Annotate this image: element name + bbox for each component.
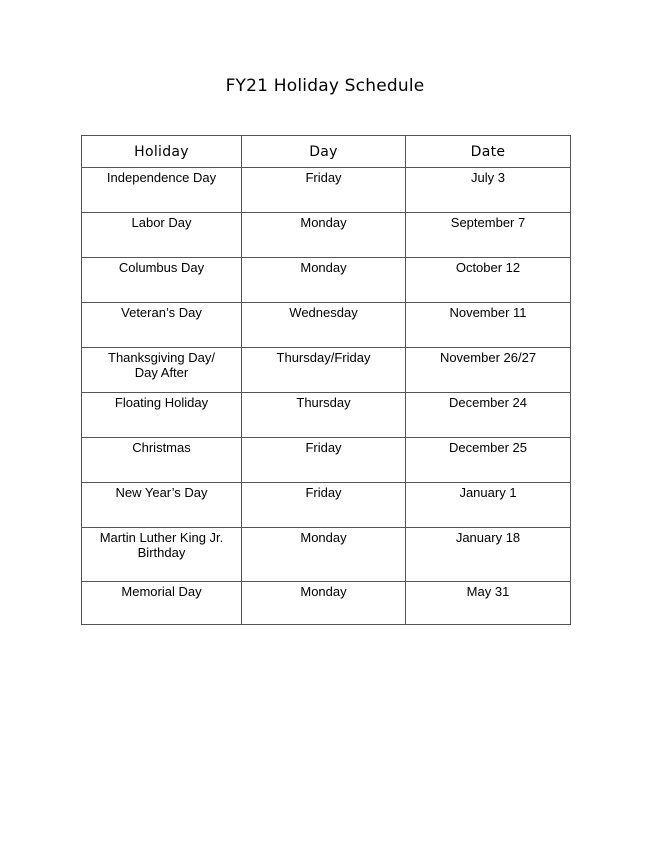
date-cell: September 7 <box>406 213 571 258</box>
column-header-date: Date <box>406 136 571 168</box>
holiday-cell: Columbus Day <box>82 258 242 303</box>
date-cell: November 11 <box>406 303 571 348</box>
column-header-holiday: Holiday <box>82 136 242 168</box>
day-cell: Thursday <box>242 393 406 438</box>
holiday-cell: Labor Day <box>82 213 242 258</box>
holiday-line: Thanksgiving Day/ <box>108 350 215 365</box>
holiday-line: Day After <box>134 365 189 380</box>
table-row <box>82 582 571 625</box>
holiday-cell <box>82 348 242 393</box>
table-row <box>82 303 571 348</box>
holiday-cell <box>82 528 242 582</box>
holiday-cell: Christmas <box>82 438 242 483</box>
holiday-line: Martin Luther King Jr. <box>99 530 224 545</box>
table-row <box>82 438 571 483</box>
date-cell: November 26/27 <box>406 348 571 393</box>
date-cell: January 18 <box>406 528 571 582</box>
holiday-cell: Veteran’s Day <box>82 303 242 348</box>
page-title: FY21 Holiday Schedule <box>225 76 425 96</box>
table-row <box>82 213 571 258</box>
holiday-cell: Memorial Day <box>82 582 242 625</box>
day-cell: Monday <box>242 258 406 303</box>
day-cell: Friday <box>242 483 406 528</box>
day-cell: Monday <box>242 582 406 625</box>
holiday-line: Birthday <box>137 545 186 560</box>
holiday-cell: New Year’s Day <box>82 483 242 528</box>
table-row <box>82 393 571 438</box>
date-cell: July 3 <box>406 168 571 213</box>
column-header-day: Day <box>242 136 406 168</box>
date-cell: January 1 <box>406 483 571 528</box>
date-cell: December 25 <box>406 438 571 483</box>
table-row <box>82 348 571 393</box>
day-cell: Monday <box>242 213 406 258</box>
table-row <box>82 168 571 213</box>
holiday-schedule-table <box>81 135 571 625</box>
date-cell: December 24 <box>406 393 571 438</box>
day-cell: Wednesday <box>242 303 406 348</box>
table-header-row <box>82 136 571 168</box>
day-cell: Friday <box>242 168 406 213</box>
holiday-cell: Floating Holiday <box>82 393 242 438</box>
holiday-cell: Independence Day <box>82 168 242 213</box>
table-row <box>82 258 571 303</box>
table-row <box>82 528 571 582</box>
day-cell: Monday <box>242 528 406 582</box>
date-cell: October 12 <box>406 258 571 303</box>
date-cell: May 31 <box>406 582 571 625</box>
day-cell: Thursday/Friday <box>242 348 406 393</box>
day-cell: Friday <box>242 438 406 483</box>
table-row <box>82 483 571 528</box>
